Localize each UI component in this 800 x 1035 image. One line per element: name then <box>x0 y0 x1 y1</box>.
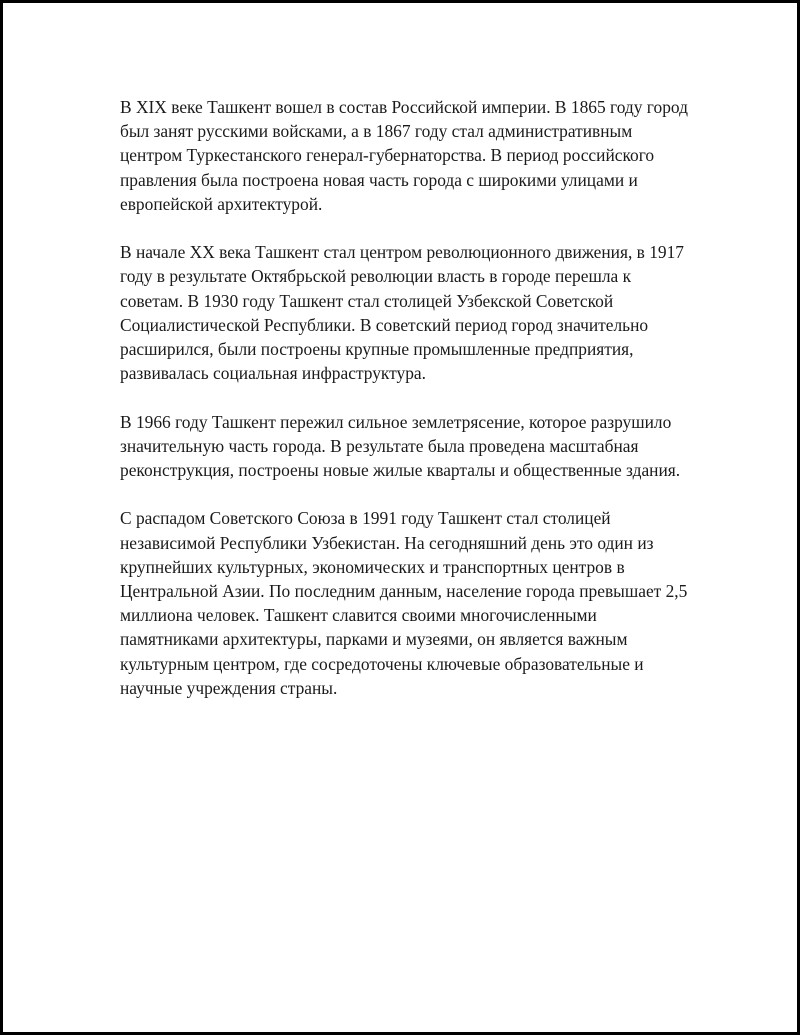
paragraph-2: В начале XX века Ташкент стал центром революционного движения, в 1917 году в результате Октябрьской революции власть в городе перешла к советам. В 1930 году Ташкент стал столицей Узбекской Советской Социалистической Республики. В советский период город значительно расширился, были построены крупные промышленные предприятия, развивалась социальная инфраструктура. <box>120 242 684 384</box>
paragraph-4: С распадом Советского Союза в 1991 году Ташкент стал столицей независимой Республики Узбекистан. На сегодняшний день это один из крупнейших культурных, экономических и транспортных центров в Центральной Азии. По последним данным, население города превышает 2,5 миллиона человек. Ташкент славится своими многочисленными памятниками архитектуры, парками и музеями, он является важным культурным центром, где сосредоточены ключевые образовательные и научные учреждения страны. <box>120 508 688 698</box>
paragraph-3: В 1966 году Ташкент пережил сильное землетрясение, которое разрушило значительную часть города. В результате была проведена масштабная реконструкция, построены новые жилые кварталы и общественные здания. <box>120 411 681 481</box>
paragraph-1: В XIX веке Ташкент вошел в состав Российской империи. В 1865 году город был занят русскими войсками, а в 1867 году стал административным центром Туркестанского генерал-губернаторства. В период российского правления была построена новая часть города с широкими улицами и европейской архитектурой. <box>120 97 688 214</box>
document-body <box>120 95 695 724</box>
